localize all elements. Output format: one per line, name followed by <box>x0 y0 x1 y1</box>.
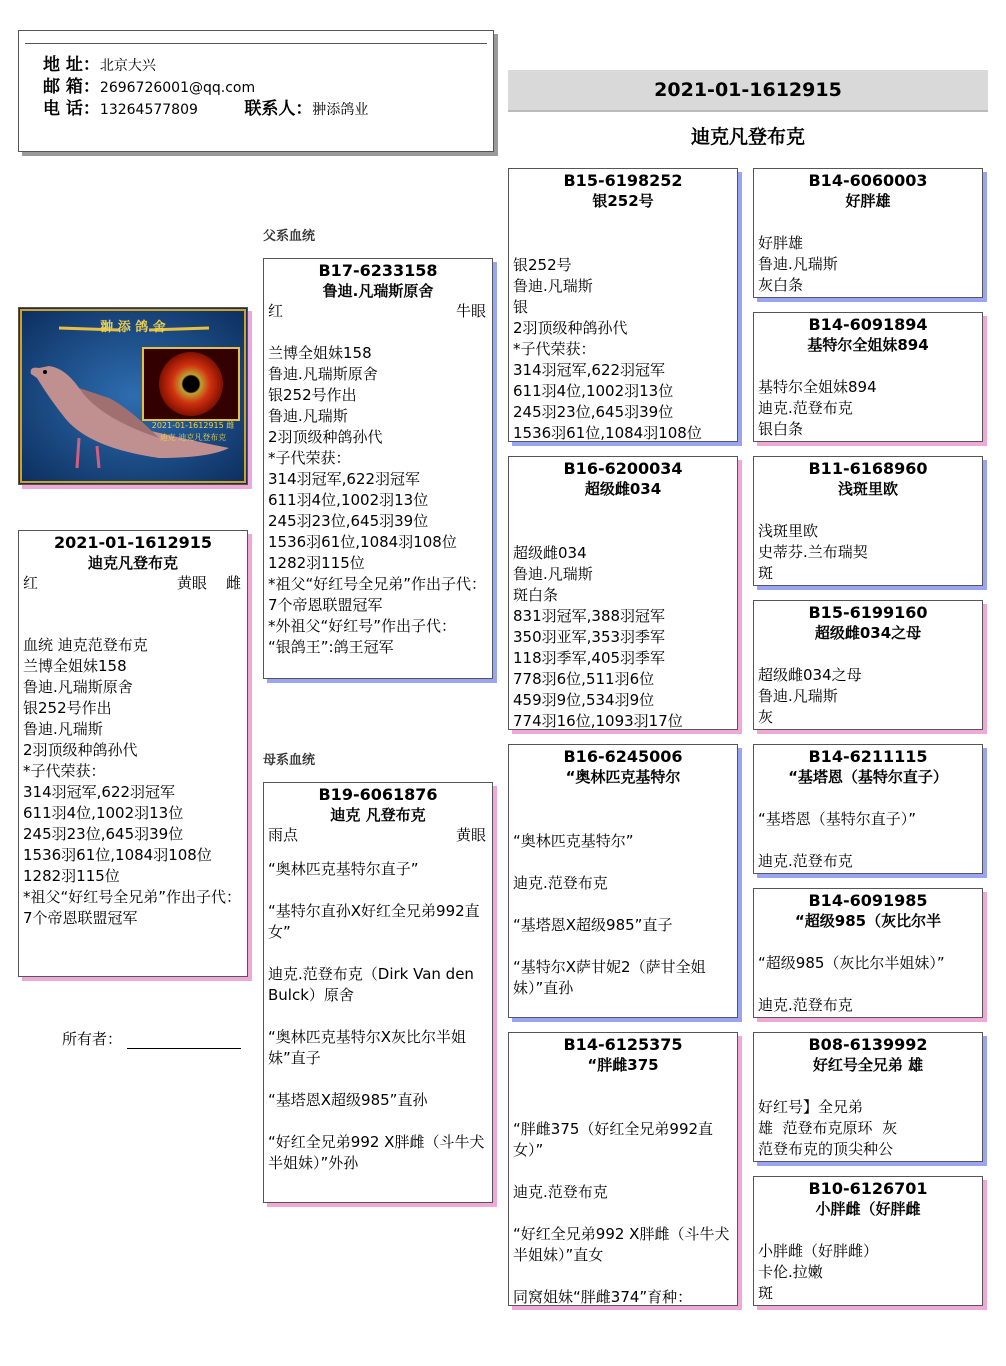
gen4-ring: B14-6091894 <box>808 315 928 334</box>
gen3-line: 银 <box>513 298 529 316</box>
gen3-line: “基塔恩X超级985”直子 <box>513 916 673 934</box>
subject-lines <box>19 635 247 929</box>
gen4-line: 鲁迪.凡瑞斯 <box>758 255 838 273</box>
header-ring: 2021-01-1612915 <box>654 79 842 101</box>
sire-line: *外祖父“好红号”作出子代： <box>268 617 457 635</box>
gen3-line: 超级雌034 <box>513 544 587 562</box>
gen4-line: 超级雌034之母 <box>758 666 862 684</box>
gen4-ring: B14-6211115 <box>808 747 928 766</box>
gen4-name: “超级985（灰比尔半 <box>794 912 942 930</box>
address-value: 北京大兴 <box>99 58 156 74</box>
email-label: 邮 箱： <box>43 77 100 97</box>
sire-line: 611羽4位,1002羽13位 <box>268 491 429 509</box>
gen3-line <box>513 936 733 957</box>
granddam-maternal-box <box>508 1032 738 1306</box>
gen3-lines <box>509 543 737 730</box>
subject-color: 红 <box>23 574 39 592</box>
photo-caption-ring: 2021-01-1612915 雌 <box>151 421 235 430</box>
subject-eye: 黄眼 <box>176 574 207 592</box>
gen4-line: 范登布克的顶尖种公 <box>758 1140 894 1158</box>
dam-line <box>268 880 488 901</box>
gen3-lines <box>509 1119 737 1306</box>
gen4-name: 小胖雌（好胖雌 <box>815 1200 921 1218</box>
gen4-line: 斑 <box>758 1284 774 1302</box>
gen4-name: 浅斑里欧 <box>837 480 898 498</box>
gen4-box-2 <box>753 312 983 442</box>
dam-line: “好红全兄弟992 X胖雌（斗牛犬半姐妹）”外孙 <box>268 1133 485 1172</box>
owner-row <box>62 1028 241 1049</box>
sire-line-label: 父系血统 <box>263 229 316 244</box>
gen4-name: 好胖雄 <box>845 192 891 210</box>
dam-ring: B19-6061876 <box>318 785 438 804</box>
gen4-line: 迪克.范登布克 <box>758 852 853 870</box>
gen4-line: 浅斑里欧 <box>758 522 819 540</box>
sire-ring: B17-6233158 <box>318 261 438 280</box>
gen4-line: 史蒂芬.兰布瑞契 <box>758 543 868 561</box>
gen4-line <box>758 830 978 851</box>
subject-line: 兰博全姐妹158 <box>23 657 127 675</box>
sire-color: 红 <box>268 302 284 320</box>
gen3-line <box>513 1203 733 1224</box>
gen4-lines <box>754 521 982 584</box>
gen3-line: 459羽9位,534羽9位 <box>513 691 655 709</box>
subject-ring: 2021-01-1612915 <box>53 533 212 552</box>
subject-line: 1536羽61位,1084羽108位 <box>23 846 212 864</box>
gen4-name: “基塔恩（基特尔直子） <box>788 768 948 786</box>
gen4-line: 卡伦.拉嫩 <box>758 1263 823 1281</box>
contact-box <box>18 30 494 152</box>
gen4-line: 雄 范登布克原环 灰 <box>758 1119 898 1137</box>
sire-line: 2羽顶级种鸽孙代 <box>268 428 383 446</box>
subject-line: 鲁迪.凡瑞斯 <box>23 720 103 738</box>
gen3-name: 超级雌034 <box>584 480 662 498</box>
sire-eye: 牛眼 <box>455 302 486 320</box>
contact-label: 联系人： <box>244 99 313 119</box>
gen3-line: 2羽顶级种鸽孙代 <box>513 319 628 337</box>
gen3-line: “好红全兄弟992 X胖雌（斗牛犬半姐妹）”直女 <box>513 1225 730 1264</box>
gen4-box-1 <box>753 168 983 298</box>
gen4-ring: B08-6139992 <box>808 1035 928 1054</box>
sire-line: *祖父“好红号全兄弟”作出子代： <box>268 575 487 593</box>
subject-sex: 雌 <box>225 574 241 592</box>
dam-eye: 黄眼 <box>455 826 486 844</box>
gen3-ring: B14-6125375 <box>563 1035 683 1054</box>
sire-line: 314羽冠军,622羽冠军 <box>268 470 421 488</box>
gen3-line: 118羽季军,405羽季军 <box>513 649 666 667</box>
dam-name: 迪克 凡登布克 <box>330 806 426 824</box>
gen3-line: “胖雌375（好红全兄弟992直女）” <box>513 1120 714 1159</box>
gen3-line: 银252号 <box>513 256 572 274</box>
subject-line: 7个帝恩联盟冠军 <box>23 909 138 927</box>
gen4-lines <box>754 665 982 728</box>
gen3-line: 314羽冠军,622羽冠军 <box>513 361 666 379</box>
gen4-line: 小胖雌（好胖雌） <box>758 1242 879 1260</box>
dam-meta <box>264 825 492 845</box>
gen3-lines <box>509 255 737 442</box>
phone-label: 电 话： <box>43 99 100 119</box>
dam-line-label: 母系血统 <box>263 753 316 768</box>
subject-meta <box>19 573 247 593</box>
gen3-line: 611羽4位,1002羽13位 <box>513 382 674 400</box>
gen3-line: 1536羽61位,1084羽108位 <box>513 424 702 442</box>
gen4-box-7 <box>753 1032 983 1162</box>
subject-line: *祖父“好红号全兄弟”作出子代： <box>23 888 242 906</box>
gen4-ring: B11-6168960 <box>808 459 928 478</box>
subject-line: 1282羽115位 <box>23 867 120 885</box>
sire-line: 银252号作出 <box>268 386 357 404</box>
gen4-line: 好红号】全兄弟 <box>758 1098 864 1116</box>
gen4-box-8 <box>753 1176 983 1306</box>
subject-line: *子代荣获： <box>23 762 106 780</box>
contact-name: 翀添鸽业 <box>312 102 369 118</box>
owner-label: 所有者： <box>62 1030 123 1048</box>
gen3-name: 银252号 <box>592 192 654 210</box>
gen3-line: 245羽23位,645羽39位 <box>513 403 674 421</box>
gen4-lines <box>754 1097 982 1160</box>
subject-line: 245羽23位,645羽39位 <box>23 825 184 843</box>
sire-line: *子代荣获： <box>268 449 351 467</box>
photo-caption-name: 迪克 迪克凡登布克 <box>159 433 227 442</box>
subject-line: 血统 迪克范登布克 <box>23 636 148 654</box>
gen3-ring: B15-6198252 <box>563 171 683 190</box>
address-label: 地 址： <box>43 55 100 75</box>
gen4-line: 鲁迪.凡瑞斯 <box>758 687 838 705</box>
gen4-line: 斑 <box>758 564 774 582</box>
subject-line: 611羽4位,1002羽13位 <box>23 804 184 822</box>
gen4-lines <box>754 953 982 1016</box>
sire-line: 1536羽61位,1084羽108位 <box>268 533 457 551</box>
gen3-lines <box>509 831 737 999</box>
subject-line: 314羽冠军,622羽冠军 <box>23 783 176 801</box>
subject-name: 迪克凡登布克 <box>87 554 178 572</box>
gen4-line: 灰 <box>758 708 774 726</box>
gen3-line <box>513 1161 733 1182</box>
gen4-lines <box>754 1241 982 1304</box>
gen3-line: 350羽亚军,353羽季军 <box>513 628 666 646</box>
owner-line <box>127 1048 241 1049</box>
sire-line: 245羽23位,645羽39位 <box>268 512 429 530</box>
photo-banner: 翀 添 鸽 舍 <box>100 320 166 335</box>
sire-name: 鲁迪.凡瑞斯原舍 <box>322 282 434 300</box>
gen3-line: 778羽6位,511羽6位 <box>513 670 655 688</box>
gen4-line: 好胖雄 <box>758 234 804 252</box>
gen3-line: 831羽冠军,388羽冠军 <box>513 607 666 625</box>
gen4-name: 好红号全兄弟 雄 <box>812 1056 924 1074</box>
gen4-box-6 <box>753 888 983 1018</box>
dam-color: 雨点 <box>268 826 299 844</box>
subject-line: 2羽顶级种鸽孙代 <box>23 741 138 759</box>
gen4-ring: B15-6199160 <box>808 603 928 622</box>
sire-box <box>263 258 493 679</box>
dam-line: “奥林匹克基特尔X灰比尔半姐妹”直子 <box>268 1028 467 1067</box>
gen3-line: “奥林匹克基特尔” <box>513 832 634 850</box>
sire-lines <box>264 343 492 658</box>
gen3-line: 迪克.范登布克 <box>513 874 608 892</box>
sire-line: 7个帝恩联盟冠军 <box>268 596 383 614</box>
gen3-line: *子代荣获： <box>513 340 596 358</box>
sire-line: 鲁迪.凡瑞斯原舍 <box>268 365 378 383</box>
gen3-line: 鲁迪.凡瑞斯 <box>513 277 593 295</box>
gen3-line <box>513 894 733 915</box>
email-value: 2696726001@qq.com <box>99 80 256 96</box>
dam-lines <box>264 859 492 1174</box>
gen3-line <box>513 1266 733 1287</box>
gen4-lines <box>754 377 982 440</box>
grandsire-maternal-box <box>508 744 738 1018</box>
sire-line: 鲁迪.凡瑞斯 <box>268 407 348 425</box>
gen4-ring: B14-6060003 <box>808 171 928 190</box>
sire-meta <box>264 301 492 321</box>
gen3-line: 鲁迪.凡瑞斯 <box>513 565 593 583</box>
gen4-lines <box>754 809 982 872</box>
gen4-line <box>758 974 978 995</box>
gen4-box-4 <box>753 600 983 730</box>
gen3-line: 774羽16位,1093羽17位 <box>513 712 683 730</box>
dam-line <box>268 1006 488 1027</box>
sire-line: “银鸽王”:鸽王冠军 <box>268 638 394 656</box>
gen4-line: 银白条 <box>758 420 804 438</box>
gen4-name: 超级雌034之母 <box>814 624 922 642</box>
gen4-line: 灰白条 <box>758 276 804 294</box>
gen4-line: 迪克.范登布克 <box>758 996 853 1014</box>
grandsire-paternal-box <box>508 168 738 442</box>
gen3-name: “奥林匹克基特尔 <box>565 768 681 786</box>
header-name: 迪克凡登布克 <box>690 126 805 148</box>
granddam-paternal-box <box>508 456 738 730</box>
gen3-line <box>513 852 733 873</box>
dam-box <box>263 782 493 1203</box>
gen4-box-3 <box>753 456 983 586</box>
dam-line: “基塔恩X超级985”直孙 <box>268 1091 428 1109</box>
gen4-box-5 <box>753 744 983 874</box>
gen4-name: 基特尔全姐妹894 <box>807 336 929 354</box>
gen3-ring: B16-6200034 <box>563 459 683 478</box>
dam-line: “奥林匹克基特尔直子” <box>268 860 419 878</box>
phone-value: 13264577809 <box>99 102 198 118</box>
gen4-line: “基塔恩（基特尔直子）” <box>758 810 917 828</box>
gen3-line: “基特尔X萨甘妮2（萨甘全姐妹）”直孙 <box>513 958 706 997</box>
gen3-line: 斑白条 <box>513 586 559 604</box>
gen4-lines <box>754 233 982 296</box>
gen3-ring: B16-6245006 <box>563 747 683 766</box>
subject-line: 银252号作出 <box>23 699 112 717</box>
gen4-line: 迪克.范登布克 <box>758 399 853 417</box>
sire-line: 1282羽115位 <box>268 554 365 572</box>
gen4-ring: B14-6091985 <box>808 891 928 910</box>
dam-line: 迪克.范登布克（Dirk Van den Bulck）原舍 <box>268 965 479 1004</box>
header-ring-bar <box>508 70 988 112</box>
dam-line <box>268 1111 488 1132</box>
dam-line <box>268 943 488 964</box>
contact-divider <box>25 43 487 44</box>
subject-line: 鲁迪.凡瑞斯原舍 <box>23 678 133 696</box>
gen4-line: 基特尔全姐妹894 <box>758 378 877 396</box>
gen4-ring: B10-6126701 <box>808 1179 928 1198</box>
gen3-line: 迪克.范登布克 <box>513 1183 608 1201</box>
gen3-name: “胖雌375 <box>587 1056 659 1074</box>
gen3-line: 同窝姐妹“胖雌374”育种： <box>513 1288 693 1306</box>
pigeon-photo <box>18 307 248 485</box>
sire-line: 兰博全姐妹158 <box>268 344 372 362</box>
dam-line <box>268 1069 488 1090</box>
gen4-line: “超级985（灰比尔半姐妹）” <box>758 954 945 972</box>
dam-line: “基特尔直孙X好红全兄弟992直女” <box>268 902 480 941</box>
subject-box <box>18 530 248 977</box>
